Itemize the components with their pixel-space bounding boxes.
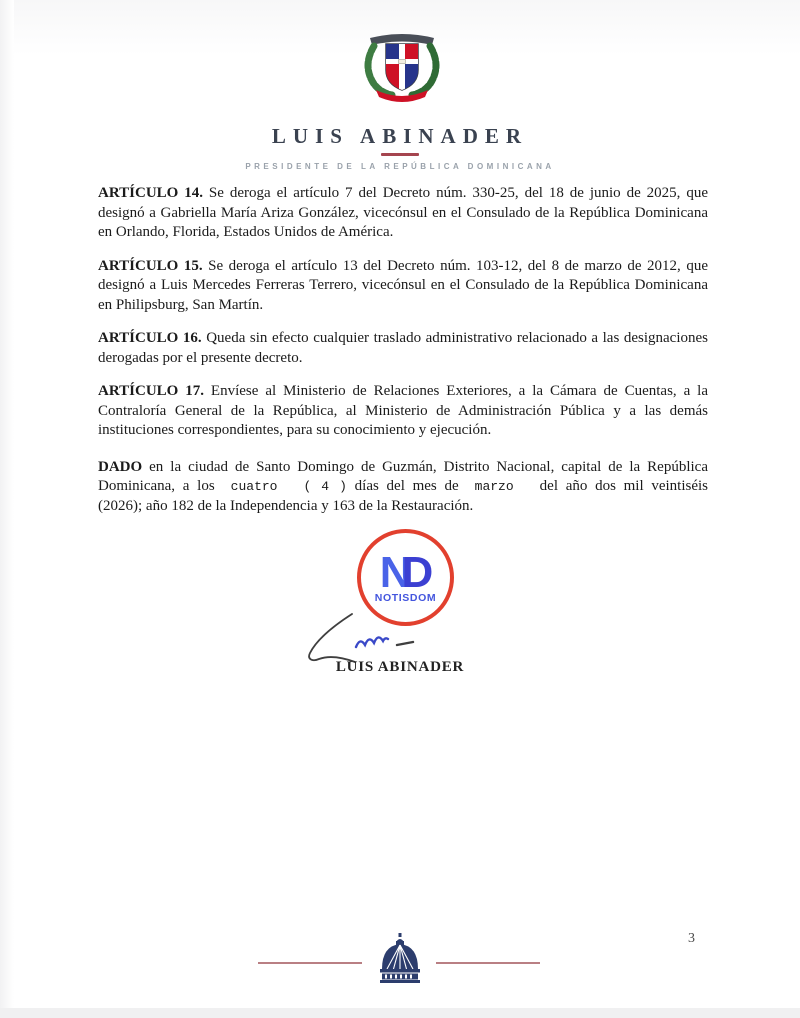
- typed-day-word: cuatro: [230, 479, 278, 494]
- nd-letter-d: D: [401, 547, 424, 597]
- dado-text-3: del año dos mil veintiséis (2026); año 182 de la Independencia y 163 de la Restauración.: [98, 478, 709, 514]
- article-15-label: ARTÍCULO 15.: [98, 257, 203, 274]
- typed-day-number: 4: [321, 479, 330, 494]
- palace-dome-icon: [376, 933, 424, 983]
- article-14-label: ARTÍCULO 14.: [98, 185, 203, 201]
- scan-edge-left: [0, 0, 14, 1018]
- scan-edge-bottom: [0, 1008, 800, 1018]
- article-17-label: ARTÍCULO 17.: [98, 383, 204, 399]
- dado-text-1: en la ciudad de Santo Domingo de Guzmán, Distrito Nacional, capital de la República Dominicana, a los: [98, 458, 708, 494]
- footer-rule-left: [258, 962, 362, 964]
- article-17-text: Envíese al Ministerio de Relaciones Exteriores, a la Cámara de Cuentas, a la Contraloría General de la República, al Ministerio de Administración Pública y a las demás instituciones correspondientes, para su conocimiento y ejecución.: [98, 383, 708, 438]
- nd-monogram-icon: [379, 547, 424, 597]
- page-number: 3: [688, 931, 695, 946]
- nd-letter-n: N: [379, 547, 402, 597]
- header-red-rule: [381, 153, 419, 156]
- president-title-subheading: PRESIDENTE DE LA REPÚBLICA DOMINICANA: [245, 162, 555, 171]
- article-16-label: ARTÍCULO 16.: [98, 330, 202, 346]
- dado-closing-paragraph: [98, 458, 708, 517]
- decree-body: [98, 184, 708, 530]
- signatory-name: LUIS ABINADER: [335, 659, 465, 675]
- dado-label: DADO: [98, 458, 143, 475]
- article-15-paragraph: [98, 257, 708, 316]
- article-16-text: Queda sin efecto cualquier traslado administrativo relacionado a las designaciones derogadas por el presente decreto.: [98, 330, 708, 366]
- typed-month: marzo: [474, 479, 514, 494]
- open-paren: (: [303, 479, 312, 494]
- notisdom-wordmark: NOTISDOM: [374, 591, 437, 604]
- dado-text-2: días del mes de: [354, 478, 459, 494]
- coat-of-arms-icon: [352, 28, 452, 116]
- article-17-paragraph: [98, 382, 708, 441]
- article-16-paragraph: [98, 329, 708, 368]
- close-paren: ): [339, 479, 347, 494]
- article-15-text: Se deroga el artículo 13 del Decreto núm. 103-12, del 8 de marzo de 2012, que designó a Luis Mercedes Ferreras Terrero, vicecónsul en el Consulado de la República Dominicana en Philipsburg, San Martín.: [98, 257, 708, 313]
- article-14-paragraph: [98, 184, 708, 243]
- footer-rule-right: [436, 962, 540, 964]
- article-14-text: Se deroga el artículo 7 del Decreto núm. 330-25, del 18 de junio de 2025, que designó a Gabriella María Ariza González, vicecónsul en el Consulado de la República Dominicana en Orlando, Florida, Estados Unidos de América.: [98, 185, 708, 240]
- president-name-heading: LUIS ABINADER: [271, 124, 529, 148]
